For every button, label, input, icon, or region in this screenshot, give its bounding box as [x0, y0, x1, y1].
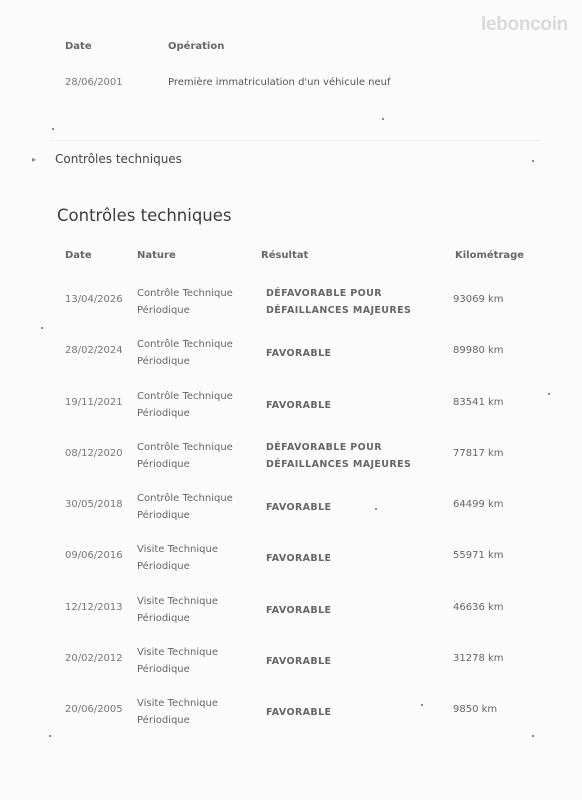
row-mileage: 31278 km [453, 653, 504, 665]
controls-header-date: Date [65, 250, 92, 261]
row-result: FAVORABLE [266, 604, 332, 616]
scan-speck [532, 160, 534, 162]
scan-speck [548, 393, 550, 395]
row-result: FAVORABLE [266, 707, 332, 719]
row-result: FAVORABLE [266, 502, 332, 514]
row-mileage: 46636 km [453, 601, 504, 613]
row-date: 09/06/2016 [65, 550, 123, 562]
scan-speck [532, 735, 534, 737]
row-result: FAVORABLE [266, 553, 332, 565]
row-nature: Contrôle Technique Périodique [137, 390, 233, 419]
scan-speck [41, 327, 43, 329]
scan-speck [382, 118, 384, 120]
row-result: DÉFAVORABLE POUR DÉFAILLANCES MAJEURES [266, 288, 412, 316]
row-date: 19/11/2021 [65, 396, 123, 408]
row-date: 12/12/2013 [65, 601, 123, 613]
row-nature: Visite Technique Périodique [137, 698, 218, 727]
row-mileage: 89980 km [453, 345, 504, 357]
row-date: 20/06/2005 [65, 704, 123, 716]
section-divider [50, 140, 540, 141]
history-row-date: 28/06/2001 [65, 77, 123, 88]
history-header-operation: Opération [168, 41, 225, 52]
scan-speck [52, 128, 54, 130]
row-mileage: 55971 km [453, 550, 504, 562]
table-row [0, 690, 582, 741]
history-row-operation: Première immatriculation d'un véhicule neuf [168, 77, 391, 88]
row-result: FAVORABLE [266, 656, 332, 668]
table-row [0, 588, 582, 639]
table-row [0, 639, 582, 690]
controls-table-header [0, 250, 582, 264]
controls-table-body [0, 280, 582, 742]
controls-header-nature: Nature [137, 250, 176, 261]
row-result: FAVORABLE [266, 348, 332, 360]
leboncoin-watermark: leboncoin [480, 14, 568, 35]
row-date: 08/12/2020 [65, 447, 123, 459]
row-nature: Visite Technique Périodique [137, 544, 218, 573]
table-row [0, 383, 582, 434]
row-mileage: 9850 km [453, 704, 498, 716]
table-row [0, 280, 582, 331]
table-row [0, 485, 582, 536]
row-nature: Visite Technique Périodique [137, 647, 218, 676]
table-row [0, 434, 582, 485]
history-header-date: Date [65, 41, 92, 52]
controls-header-mileage: Kilométrage [455, 250, 525, 261]
history-table-header [0, 41, 582, 55]
scan-speck [49, 735, 51, 737]
chevron-right-icon: ▸ [32, 154, 37, 164]
row-nature: Contrôle Technique Périodique [137, 339, 233, 368]
row-nature: Contrôle Technique Périodique [137, 441, 233, 470]
row-mileage: 64499 km [453, 499, 504, 511]
row-nature: Contrôle Technique Périodique [137, 288, 233, 316]
controls-accordion-toggle[interactable] [32, 150, 182, 168]
row-mileage: 83541 km [453, 396, 504, 408]
row-nature: Contrôle Technique Périodique [137, 493, 233, 522]
row-mileage: 77817 km [453, 447, 504, 459]
row-date: 13/04/2026 [65, 294, 123, 305]
accordion-label: Contrôles techniques [55, 152, 182, 166]
row-date: 20/02/2012 [65, 653, 123, 665]
scan-speck [375, 508, 377, 510]
history-table-row [0, 77, 582, 91]
row-date: 30/05/2018 [65, 499, 123, 511]
scan-speck [421, 704, 423, 706]
row-nature: Visite Technique Périodique [137, 595, 218, 624]
row-date: 28/02/2024 [65, 345, 123, 357]
row-mileage: 93069 km [453, 294, 504, 305]
table-row [0, 331, 582, 382]
controls-header-result: Résultat [261, 250, 309, 261]
row-result: FAVORABLE [266, 399, 332, 411]
controls-section-title: Contrôles techniques [57, 206, 232, 225]
row-result: DÉFAVORABLE POUR DÉFAILLANCES MAJEURES [266, 441, 412, 470]
table-row [0, 536, 582, 587]
